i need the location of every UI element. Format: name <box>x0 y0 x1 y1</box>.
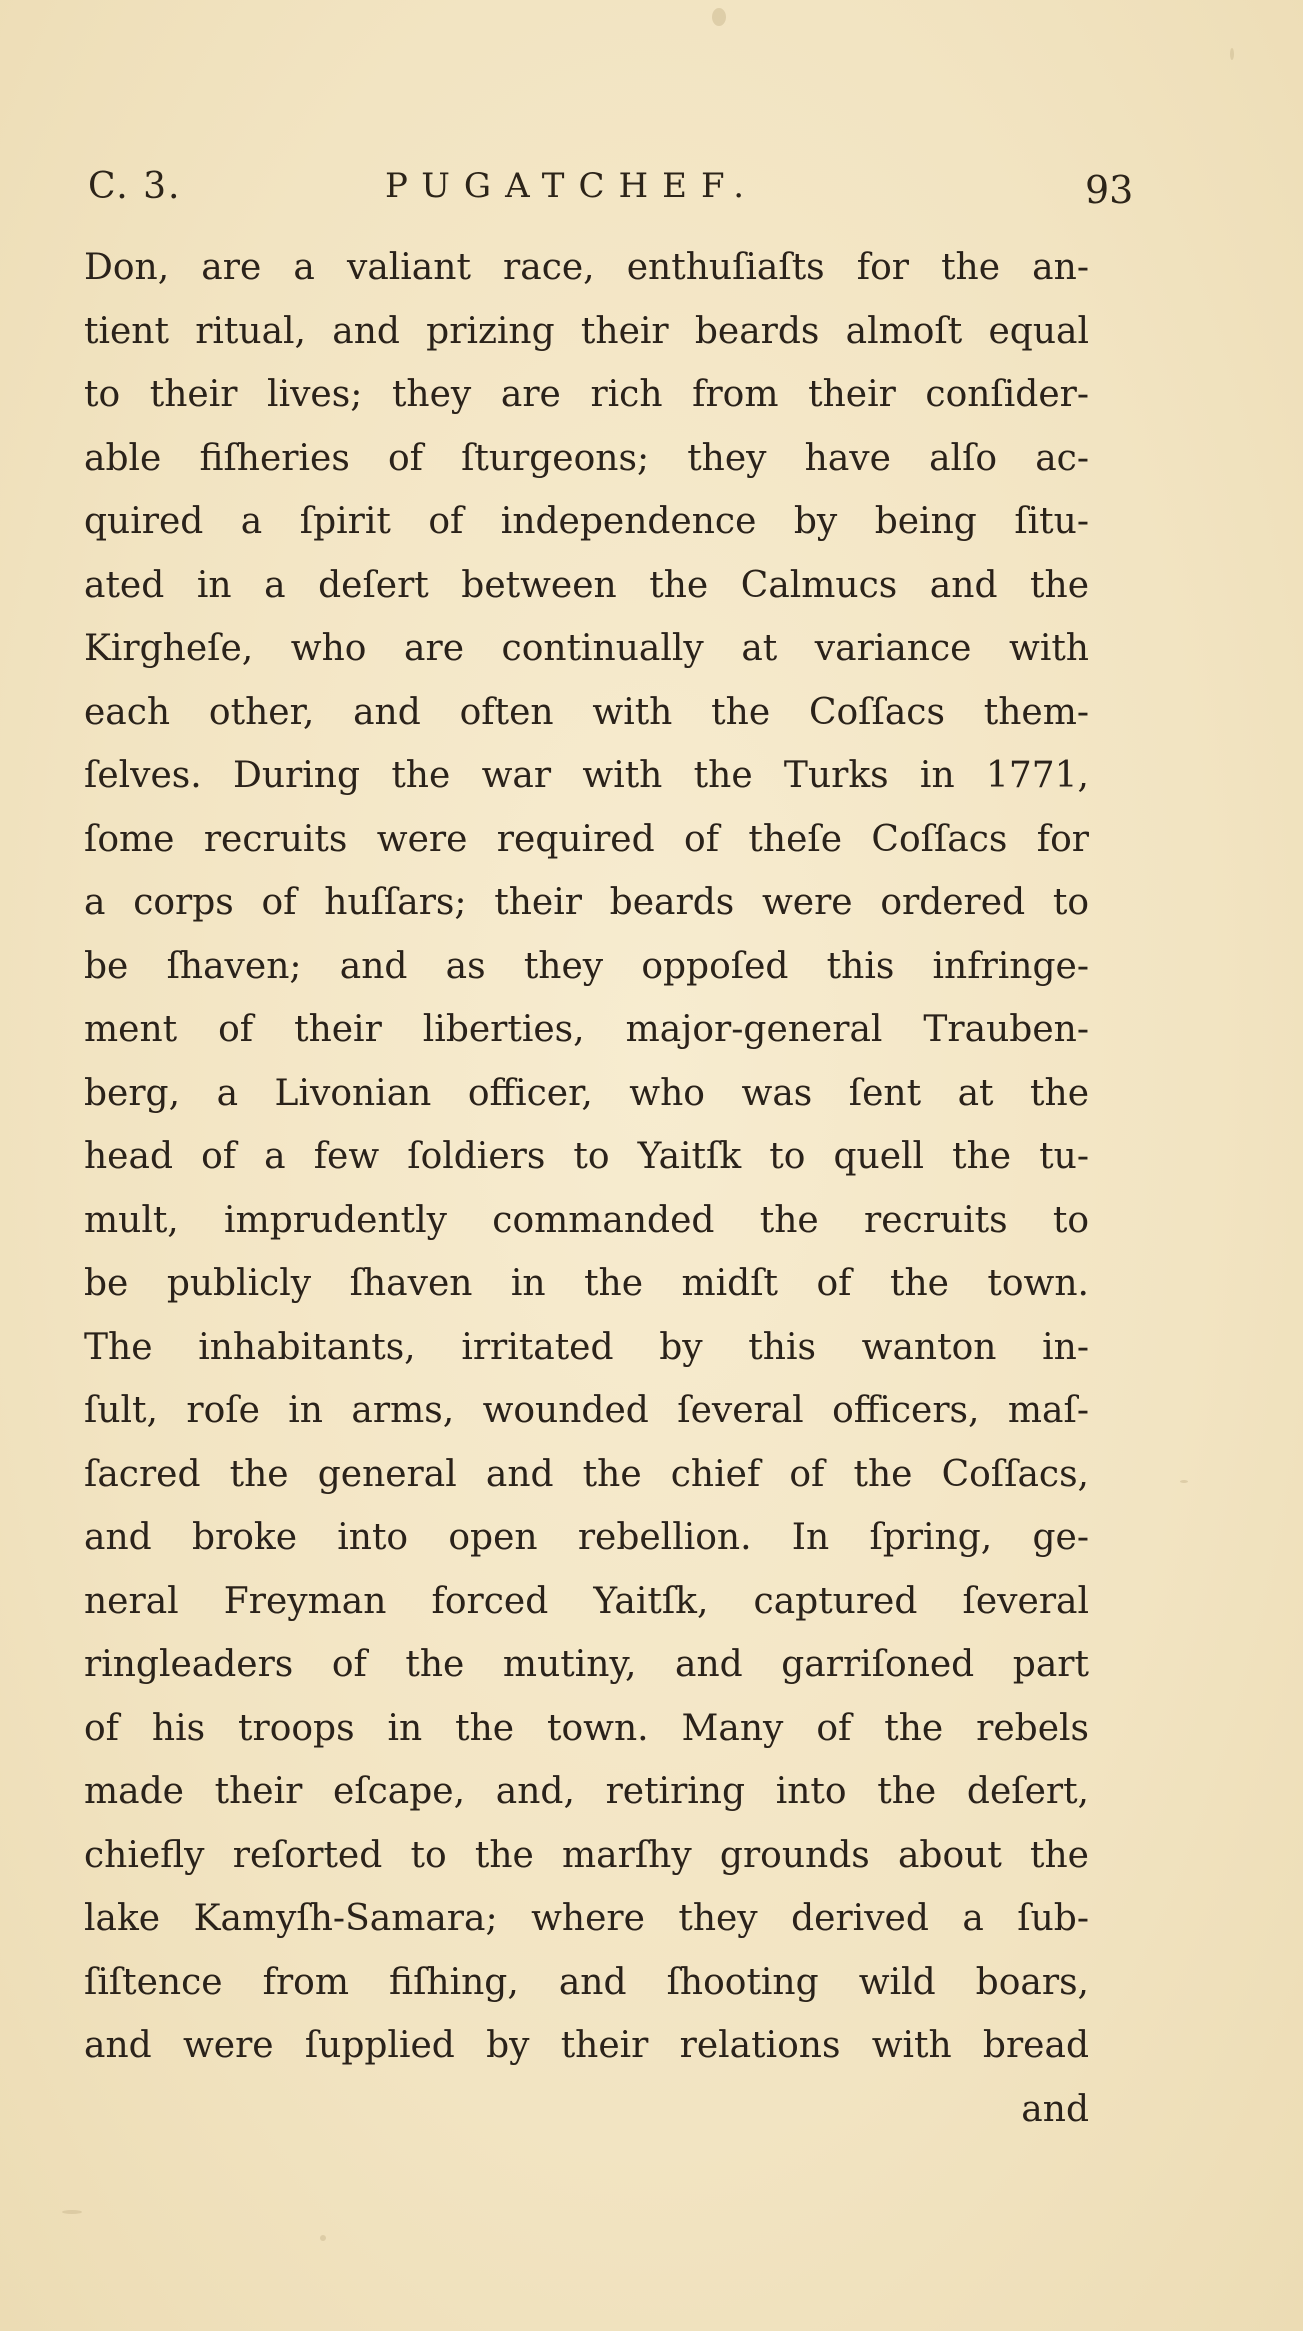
text-line: chiefly reſorted to the marſhy grounds about the <box>84 1834 1089 1876</box>
text-line: The inhabitants, irritated by this wanton in- <box>84 1326 1089 1368</box>
text-line: and were ſupplied by their relations with bread <box>84 2025 1089 2066</box>
text-line: neral Freyman forced Yaitſk, captured ſeveral <box>84 1580 1089 1622</box>
text-line: ment of their liberties, major-general Trauben- <box>84 1009 1089 1050</box>
paper-speck <box>62 2210 82 2214</box>
text-line: able fiſheries of ſturgeons; they have alſo ac- <box>84 437 1089 479</box>
text-line: and broke into open rebellion. In ſpring, ge- <box>84 1517 1089 1558</box>
text-line: berg, a Livonian officer, who was ſent at the <box>84 1072 1089 1114</box>
paper-speck <box>1230 48 1234 60</box>
text-line: to their lives; they are rich from their conſider- <box>84 374 1089 415</box>
text-line: made their eſcape, and, retiring into the deſert, <box>84 1771 1089 1812</box>
text-line: of his troops in the town. Many of the rebels <box>84 1707 1089 1749</box>
text-line: tient ritual, and prizing their beards almoſt equal <box>84 310 1089 352</box>
paper-speck <box>712 8 726 26</box>
text-line: ringleaders of the mutiny, and garriſoned part <box>84 1644 1089 1685</box>
chapter-marker: C. 3. <box>88 166 182 207</box>
text-line: mult, imprudently commanded the recruits to <box>84 1199 1089 1241</box>
text-line: ſelves. During the war with the Turks in 1771, <box>84 755 1089 796</box>
running-header <box>0 158 1303 218</box>
text-line: quired a ſpirit of independence by being ſitu- <box>84 501 1089 542</box>
text-line: be publicly ſhaven in the midſt of the town. <box>84 1263 1089 1304</box>
running-title: PUGATCHEF. <box>385 166 759 206</box>
text-line: ated in a deſert between the Calmucs and the <box>84 564 1089 606</box>
text-line: ſome recruits were required of theſe Coſſacs for <box>84 818 1089 860</box>
text-line: each other, and often with the Coſſacs them- <box>84 691 1089 733</box>
text-line: head of a few ſoldiers to Yaitſk to quell the tu- <box>84 1136 1089 1177</box>
text-line: ſult, roſe in arms, wounded ſeveral officers, maſ- <box>84 1390 1089 1431</box>
text-line: Don, are a valiant race, enthuſiaſts for the an- <box>84 247 1089 288</box>
text-line: Kirgheſe, who are continually at variance with <box>84 628 1089 669</box>
catchword: and <box>1021 2088 1089 2130</box>
text-line: ſiſtence from fiſhing, and ſhooting wild boars, <box>84 1961 1089 2003</box>
page-number: 93 <box>1085 168 1134 212</box>
paper-speck <box>320 2235 326 2241</box>
paper-speck <box>1180 1480 1188 1483</box>
text-line: be ſhaven; and as they oppoſed this infringe- <box>84 945 1089 987</box>
text-line: a corps of huſſars; their beards were ordered to <box>84 882 1089 923</box>
body-text <box>84 236 1089 2141</box>
text-line: ſacred the general and the chief of the Coſſacs, <box>84 1453 1089 1495</box>
text-line: lake Kamyſh-Samara; where they derived a ſub- <box>84 1898 1089 1939</box>
